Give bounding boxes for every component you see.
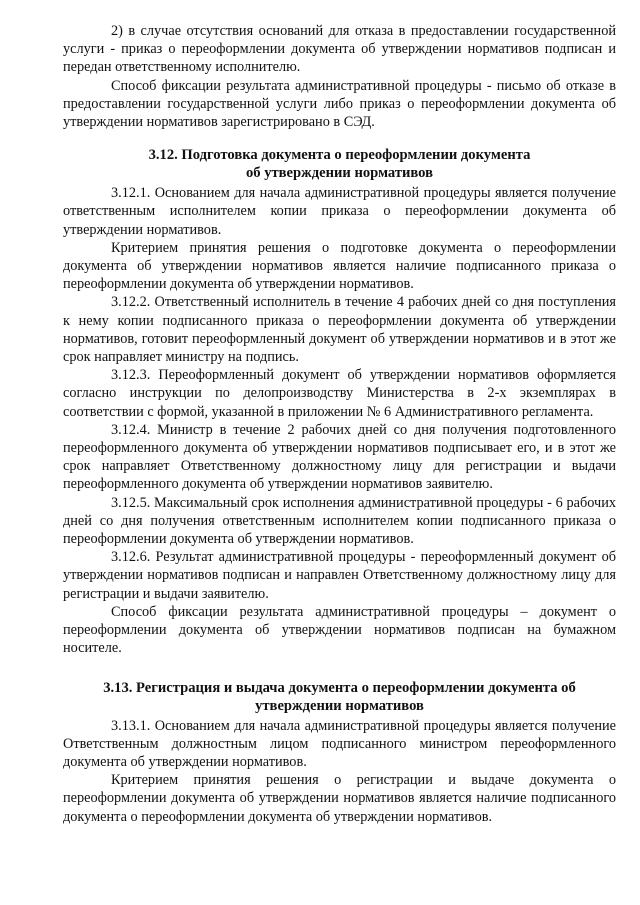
- intro-paragraph-1: 2) в случае отсутствия оснований для отказа в предоставлении государственной услуги - приказ о переоформлении документа об утверждении нормативов подписан и передан ответственному исполнителю.: [63, 23, 616, 76]
- intro-paragraph-2: Способ фиксации результата административной процедуры - письмо об отказе в предоставлении государственной услуги либо приказ о переоформлении документа об утверждении нормативов зарегистрировано в СЭД.: [63, 77, 616, 131]
- paragraph-3-12-4: 3.12.4. Министр в течение 2 рабочих дней со дня получения подготовленного переоформленного документа об утверждении нормативов подписывает его, и в этот же срок направляет Ответственному должностному лицу для регистрации и выдачи переоформленного документа об утверждении нормативов заявителю.: [63, 421, 616, 493]
- paragraph-3-12-fixation: Способ фиксации результата административной процедуры – документ о переоформлении документа об утверждении нормативов подписан на бумажном носителе.: [63, 603, 616, 657]
- paragraph-3-13-1-criterion: Критерием принятия решения о регистрации и выдаче документа о переоформлении документа об утверждении нормативов является наличие подписанного документа о переоформлении документа об утверждении нормативов.: [63, 772, 616, 825]
- section-3-12-heading: [63, 146, 616, 182]
- paragraph-3-12-5: 3.12.5. Максимальный срок исполнения административной процедуры - 6 рабочих дней со дня получения ответственным исполнителем копии подписанного приказа о переоформлении документа об утверждении нормативов.: [63, 494, 616, 548]
- paragraph-3-12-6: 3.12.6. Результат административной процедуры - переоформленный документ об утверждении нормативов подписан и направлен Ответственному должностному лицу для регистрации и выдачи заявителю.: [63, 549, 616, 602]
- section-3-12-heading-line-2: об утверждении нормативов: [245, 165, 434, 182]
- paragraph-3-13-1: 3.13.1. Основанием для начала административной процедуры является получение Ответственным должностным лицом подписанного министром переоформленного документа об утверждении нормативов.: [63, 717, 616, 770]
- paragraph-3-12-2: 3.12.2. Ответственный исполнитель в течение 4 рабочих дней со дня поступления к нему копии подписанного приказа о переоформлении документа об утверждении нормативов, готовит переоформленный документ об утверждении нормативов и в этот же срок направляет министру на подпись.: [63, 294, 616, 366]
- section-3-12-heading-line-1: 3.12. Подготовка документа о переоформлении документа: [148, 147, 531, 164]
- section-3-13-heading-line-2: утверждении нормативов: [255, 697, 424, 714]
- section-3-13-heading: [63, 679, 616, 715]
- paragraph-3-12-3: 3.12.3. Переоформленный документ об утверждении нормативов оформляется согласно инструкции по делопроизводству Министерства в 2-х экземплярах в соответствии с формой, указанной в приложении № 6 Административного регламента.: [63, 367, 616, 420]
- paragraph-3-12-1: 3.12.1. Основанием для начала административной процедуры является получение ответственным исполнителем копии приказа о переоформлении документа об утверждении нормативов.: [63, 185, 616, 238]
- section-3-13-heading-line-1: 3.13. Регистрация и выдача документа о переоформлении документа об: [103, 679, 576, 696]
- paragraph-3-12-1-criterion: Критерием принятия решения о подготовке документа о переоформлении документа об утверждении нормативов является наличие подписанного приказа о переоформлении документа об утверждении нормативов.: [63, 239, 616, 293]
